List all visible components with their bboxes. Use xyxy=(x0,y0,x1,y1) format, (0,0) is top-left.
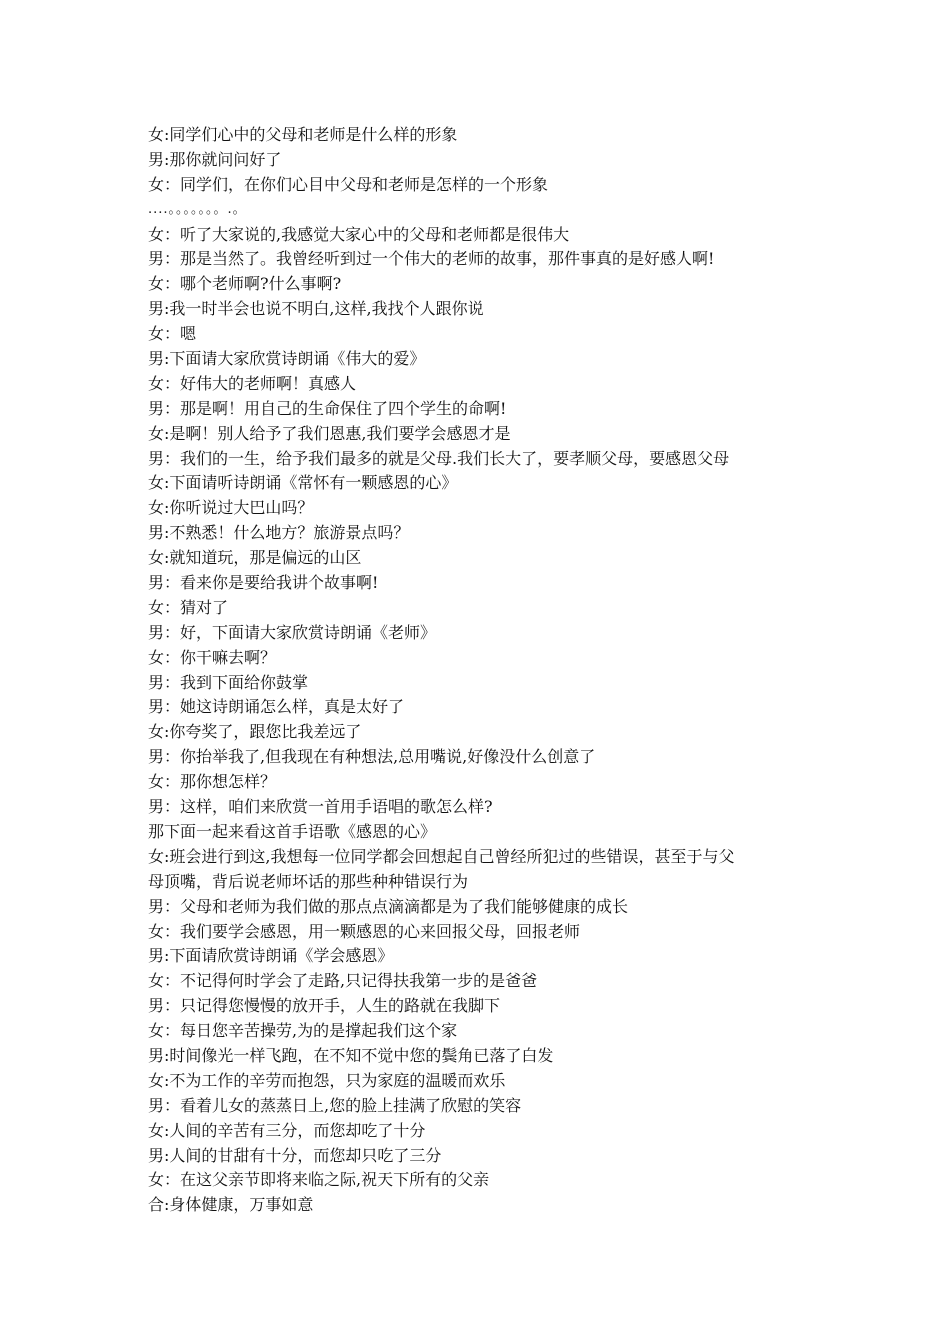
dialogue-line: 男:那你就问问好了 xyxy=(148,149,282,169)
dialogue-line: 那下面一起来看这首手语歌《感恩的心》 xyxy=(148,821,437,841)
dialogue-line: 女:你夸奖了，跟您比我差远了 xyxy=(148,722,362,742)
dialogue-line: 母顶嘴，背后说老师坏话的那些种种错误行为 xyxy=(148,871,469,891)
dialogue-line: 男:不熟悉！什么地方？旅游景点吗？ xyxy=(148,523,410,543)
dialogue-line: 女：每日您辛苦操劳,为的是撑起我们这个家 xyxy=(148,1021,458,1041)
dialogue-line: 女:人间的辛苦有三分，而您却吃了十分 xyxy=(148,1120,426,1140)
dialogue-line: 男：这样，咱们来欣赏一首用手语唱的歌怎么样? xyxy=(148,797,493,817)
dialogue-line: 女:是啊！别人给予了我们恩惠,我们要学会感恩才是 xyxy=(148,423,511,443)
dialogue-line: 男:下面请欣赏诗朗诵《学会感恩》 xyxy=(148,946,394,966)
dialogue-line: 男：看来你是要给我讲个故事啊! xyxy=(148,573,379,593)
dialogue-script xyxy=(148,123,808,1218)
dialogue-line: 女：嗯 xyxy=(148,324,197,344)
dialogue-line: 女:不为工作的辛劳而抱怨，只为家庭的温暖而欢乐 xyxy=(148,1070,506,1090)
dialogue-line: 女:就知道玩，那是偏远的山区 xyxy=(148,548,362,568)
dialogue-line: 合:身体健康，万事如意 xyxy=(148,1195,314,1215)
dialogue-line: 男：我们的一生，给予我们最多的就是父母.我们长大了，要孝顺父母，要感恩父母 xyxy=(148,448,730,468)
dialogue-line: 女：在这父亲节即将来临之际,祝天下所有的父亲 xyxy=(148,1170,490,1190)
dialogue-line: 女：那你想怎样？ xyxy=(148,772,277,792)
dialogue-line: 男：父母和老师为我们做的那点点滴滴都是为了我们能够健康的成长 xyxy=(148,896,629,916)
dialogue-line: 男:人间的甘甜有十分，而您却只吃了三分 xyxy=(148,1145,442,1165)
dialogue-line: 女：猜对了 xyxy=(148,597,229,617)
dialogue-line: 男：看着儿女的蒸蒸日上,您的脸上挂满了欣慰的笑容 xyxy=(148,1095,522,1115)
dialogue-line: 男：我到下面给你鼓掌 xyxy=(148,672,309,692)
dialogue-line: 女：哪个老师啊?什么事啊? xyxy=(148,274,342,294)
dialogue-line: 男：只记得您慢慢的放开手，人生的路就在我脚下 xyxy=(148,996,501,1016)
ellipsis-line: ....。。。。。。。.。 xyxy=(148,201,247,217)
dialogue-line: 男:我一时半会也说不明白,这样,我找个人跟你说 xyxy=(148,299,484,319)
dialogue-line: 女：听了大家说的,我感觉大家心中的父母和老师都是很伟大 xyxy=(148,224,570,244)
dialogue-line: 男：那是当然了。我曾经听到过一个伟大的老师的故事，那件事真的是好感人啊! xyxy=(148,249,715,269)
dialogue-line: 男：你抬举我了,但我现在有种想法,总用嘴说,好像没什么创意了 xyxy=(148,747,596,767)
dialogue-line: 女:同学们心中的父母和老师是什么样的形象 xyxy=(148,125,458,144)
dialogue-line: 男：好，下面请大家欣赏诗朗诵《老师》 xyxy=(148,622,437,642)
dialogue-line: 女:班会进行到这,我想每一位同学都会回想起自己曾经所犯过的些错误，甚至于与父 xyxy=(148,846,735,866)
dialogue-line: 男：那是啊！用自己的生命保住了四个学生的命啊! xyxy=(148,398,507,418)
dialogue-line: 男:时间像光一样飞跑，在不知不觉中您的鬓角已落了白发 xyxy=(148,1045,554,1065)
dialogue-line: 女：不记得何时学会了走路,只记得扶我第一步的是爸爸 xyxy=(148,971,538,991)
dialogue-line: 男：她这诗朗诵怎么样，真是太好了 xyxy=(148,697,405,717)
dialogue-line: 女：我们要学会感恩，用一颗感恩的心来回报父母，回报老师 xyxy=(148,921,581,941)
dialogue-line: 女：你干嘛去啊？ xyxy=(148,647,277,667)
dialogue-line: 女：好伟大的老师啊！真感人 xyxy=(148,373,357,393)
dialogue-line: 女：同学们，在你们心目中父母和老师是怎样的一个形象 xyxy=(148,174,549,194)
dialogue-line: 女:你听说过大巴山吗？ xyxy=(148,498,314,518)
dialogue-line: 女:下面请听诗朗诵《常怀有一颗感恩的心》 xyxy=(148,473,458,493)
dialogue-line: 男:下面请大家欣赏诗朗诵《伟大的爱》 xyxy=(148,349,426,369)
